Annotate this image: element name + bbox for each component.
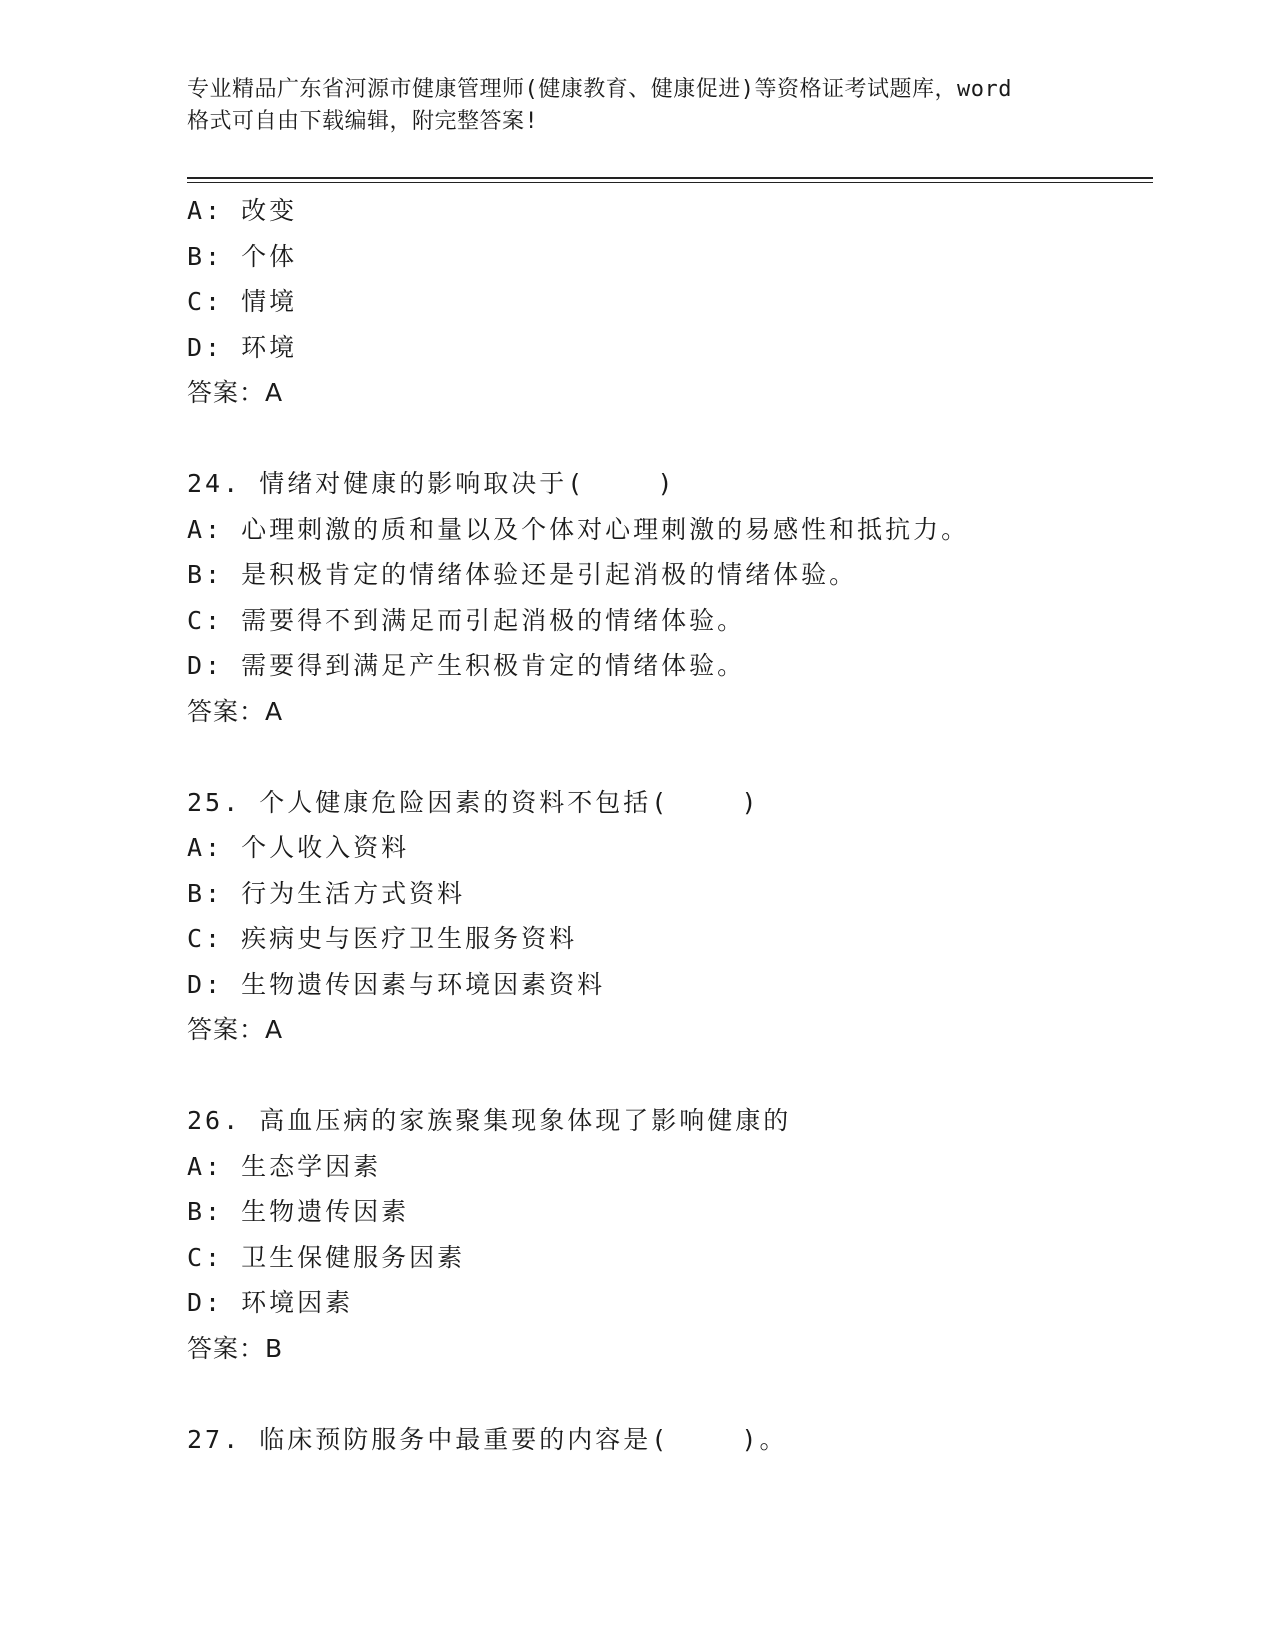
option-b: B: 行为生活方式资料 (187, 878, 466, 908)
option-b: B: 生物遗传因素 (187, 1197, 410, 1226)
header-rule-thin (187, 182, 1153, 183)
answer-line: 答案：A (187, 378, 284, 407)
option-d: D: 环境因素 (187, 1288, 354, 1317)
option-c: C: 疾病史与医疗卫生服务资料 (187, 924, 578, 953)
question-block-27 (187, 1417, 1147, 1463)
option-b: B: 个体 (187, 241, 298, 271)
block-spacer (187, 734, 1147, 780)
option-b: B: 是积极肯定的情绪体验还是引起消极的情绪体验。 (187, 560, 858, 589)
option-a: A: 心理刺激的质和量以及个体对心理刺激的易感性和抵抗力。 (187, 514, 970, 544)
question-list (187, 188, 1147, 1462)
option-d: D: 生物遗传因素与环境因素资料 (187, 969, 606, 999)
answer-line: 答案：A (187, 696, 284, 726)
question-block-25 (187, 780, 1147, 1053)
block-spacer (187, 416, 1147, 462)
question-text: 24. 情绪对健康的影响取决于( ) (187, 469, 676, 498)
option-c: C: 需要得不到满足而引起消极的情绪体验。 (187, 605, 746, 635)
question-text: 26. 高血压病的家族聚集现象体现了影响健康的 (187, 1106, 792, 1135)
block-spacer (187, 1053, 1147, 1099)
option-c: C: 卫生保健服务因素 (187, 1242, 466, 1272)
header-line-2: 格式可自由下载编辑，附完整答案! (187, 109, 539, 134)
block-spacer (187, 1371, 1147, 1417)
question-block-23 (187, 188, 1147, 416)
answer-line: 答案：B (187, 1333, 284, 1363)
question-block-26 (187, 1098, 1147, 1371)
question-text: 25. 个人健康危险因素的资料不包括( ) (187, 787, 760, 817)
option-c: C: 情境 (187, 287, 298, 316)
question-text: 27. 临床预防服务中最重要的内容是( )。 (187, 1424, 788, 1454)
header-line-1: 专业精品广东省河源市健康管理师(健康教育、健康促进)等资格证考试题库，word (187, 77, 1012, 102)
option-d: D: 环境 (187, 332, 298, 362)
page-header (187, 74, 1087, 138)
option-a: A: 生态学因素 (187, 1151, 382, 1181)
option-a: A: 改变 (187, 196, 298, 225)
option-a: A: 个人收入资料 (187, 833, 410, 862)
answer-line: 答案：A (187, 1015, 284, 1044)
question-block-24 (187, 461, 1147, 734)
option-d: D: 需要得到满足产生积极肯定的情绪体验。 (187, 651, 746, 680)
header-rule-thick (187, 177, 1153, 179)
